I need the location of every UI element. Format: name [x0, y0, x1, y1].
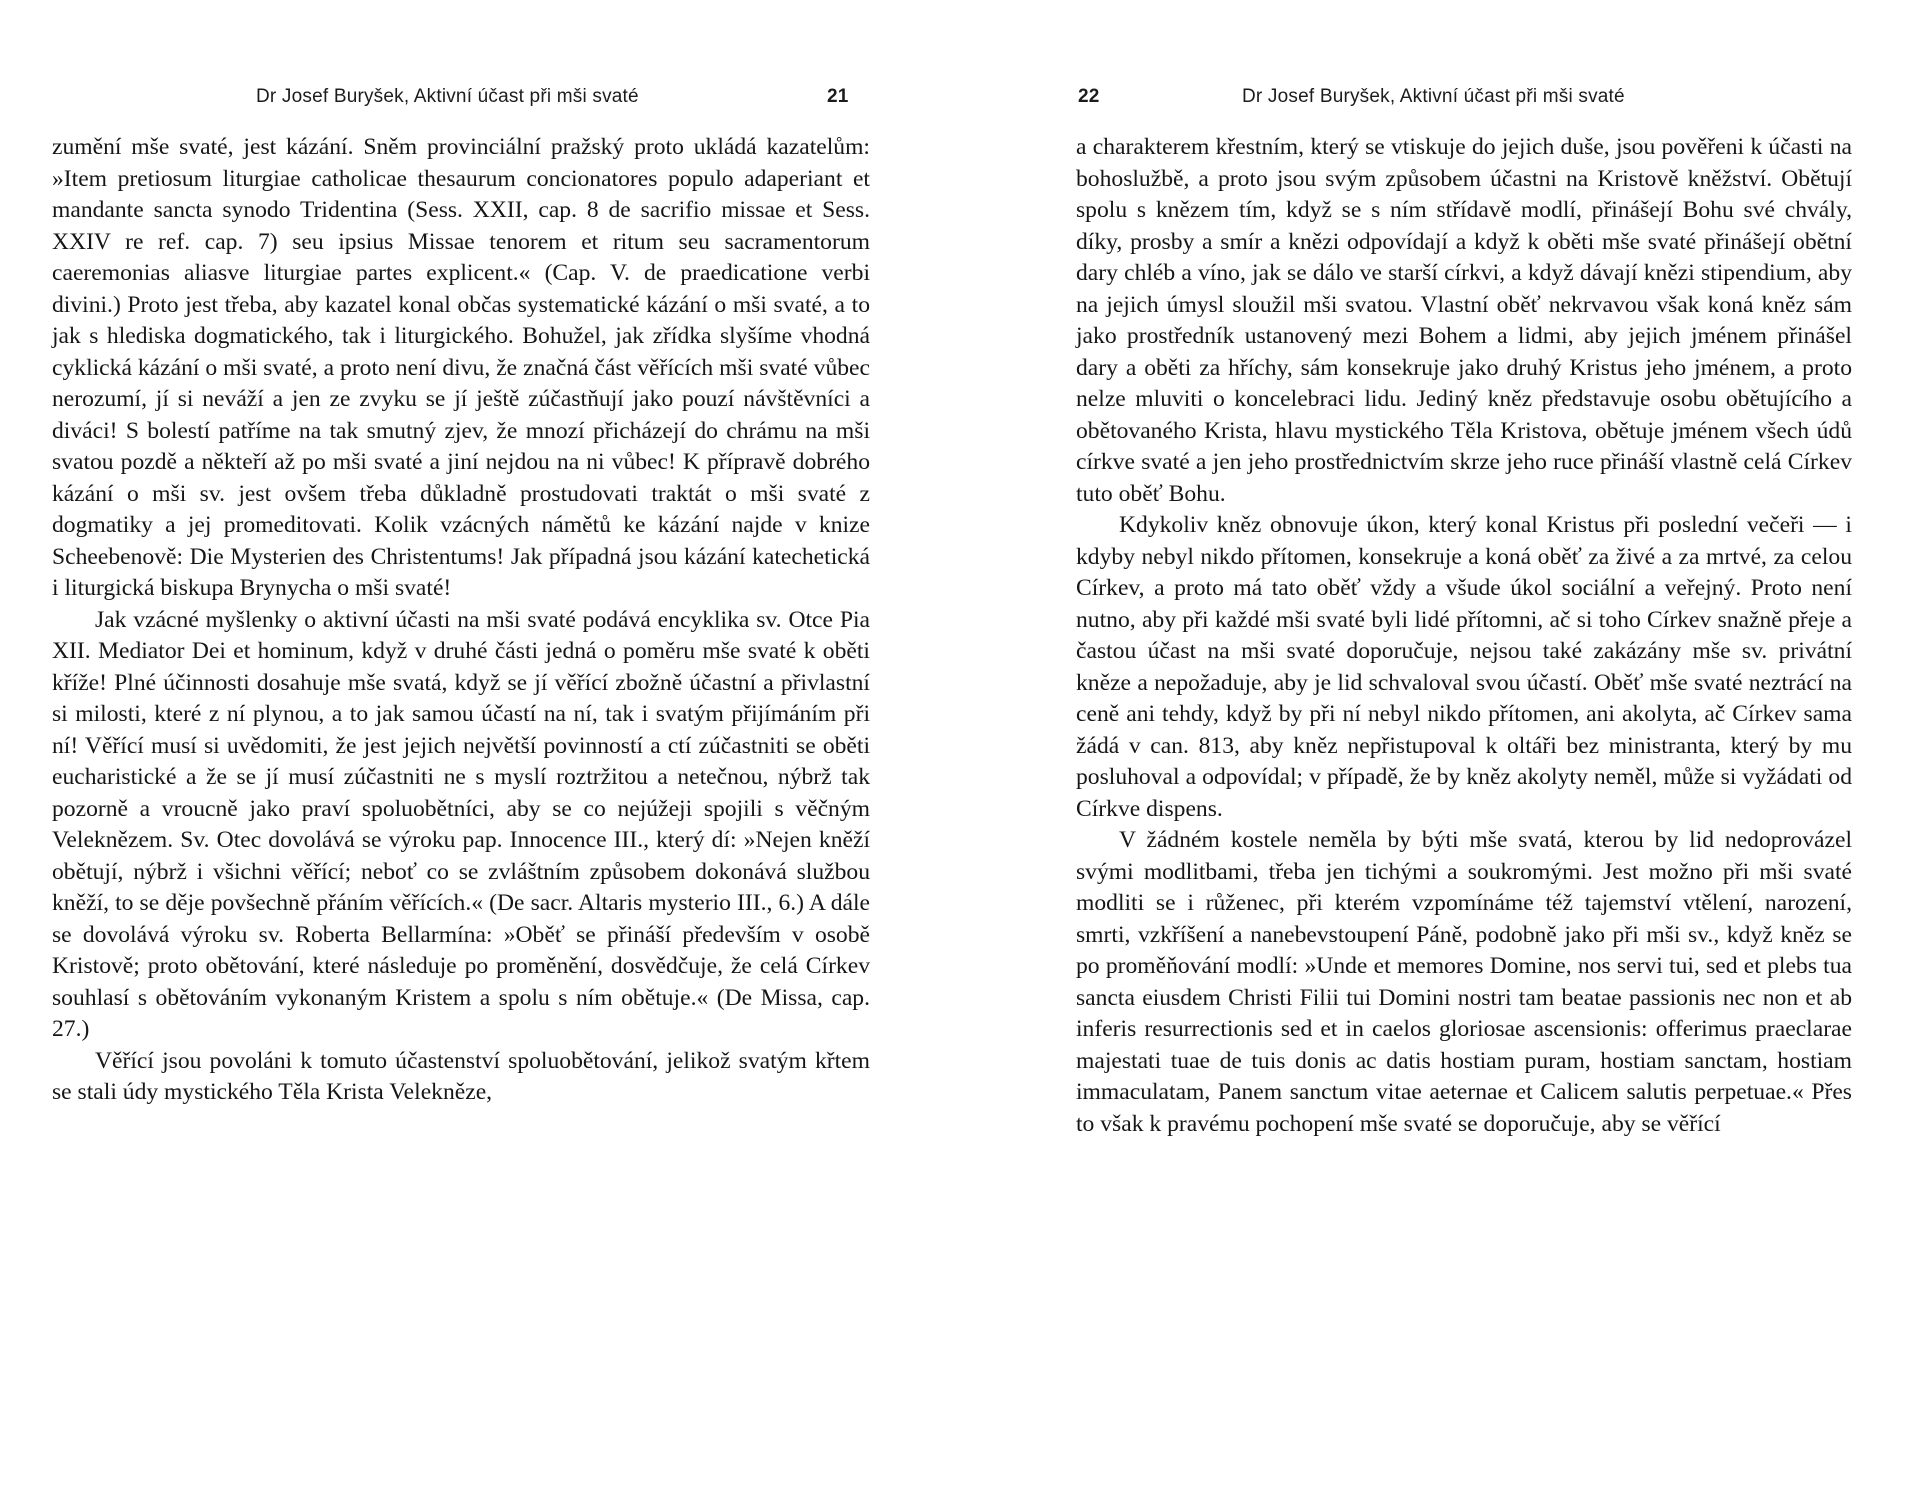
- left-paragraph: Jak vzácné myšlenky o aktivní účasti na mši svaté podává encyklika sv. Otce Pia XII. Mediator Dei et hominum, když v druhé části jedná o poměru mše svaté k oběti kříže! Plné účinnosti dosahuje mše svatá, když se jí věřící zbožně účastní a přivlastní si milosti, které z ní plynou, a to jak samou účastí na ní, tak i svatým přijímáním při ní! Věřící musí si uvědomiti, že jest jejich největší povinností a ctí zúčastniti se oběti eucharistické a že se jí musí zúčastniti ne s myslí roztržitou a netečnou, nýbrž tak pozorně a vroucně jako praví spoluobětníci, aby se co nejúžeji spojili s věčným Veleknězem. Sv. Otec dovolává se výroku pap. Innocence III., který dí: »Nejen kněží obětují, nýbrž i všichni věřící; neboť co se zvláštním způsobem dokonává službou kněží, to se děje povšechně přáním věřících.« (De sacr. Altaris mysterio III., 6.) A dále se dovolává výroku sv. Roberta Bellarmína: »Oběť se přináší především v osobě Kristově; proto obětování, které následuje po proměnění, dosvědčuje, že celá Církev souhlasí s obětováním vykonaným Kristem a spolu s ním obětuje.« (De Missa, cap. 27.): [52, 606, 870, 1042]
- left-page: [52, 78, 870, 1109]
- left-paragraph: Věřící jsou povoláni k tomuto účastenství spoluobětování, jelikož svatým křtem se stali údy mystického Těla Krista Velekněze,: [52, 1047, 870, 1105]
- right-body-text: [1040, 132, 1852, 1140]
- left-running-head: [52, 78, 870, 112]
- right-paragraph: a charakterem křestním, který se vtiskuje do jejich duše, jsou pověřeni k účasti na bohoslužbě, a proto jsou svým způsobem účastni na Kristově kněžství. Obětují spolu s knězem tím, když se s ním střídavě modlí, přinášejí Bohu své chvály, díky, prosby a smír a knězi odpovídají a když k oběti mše svaté přinášejí obětní dary chléb a víno, jak se dálo ve starší církvi, a když dávají knězi stipendium, aby na jejich úmysl sloužil mši svatou. Vlastní oběť nekrvavou však koná kněz sám jako prostředník ustanovený mezi Bohem a lidmi, aby jejich jménem přinášel dary a oběti za hříchy, sám konsekruje jako druhý Kristus jeho jménem, a proto nelze mluviti o koncelebraci lidu. Jediný kněz představuje osobu obětujícího a obětovaného Krista, hlavu mystického Těla Kristova, obětuje jménem všech údů církve svaté a jen jeho prostřednictvím skrze jeho ruce přináší vlastně celá Církev tuto oběť Bohu.: [1076, 134, 1852, 507]
- left-paragraph: zumění mše svaté, jest kázání. Sněm provinciální pražský proto ukládá kazatelům: »Item pretiosum liturgiae catholicae thesaurum concionatores populo adaperiant et mandante sancta synodo Tridentina (Sess. XXII, cap. 8 de sacrifio missae et Sess. XXIV re ref. cap. 7) seu ipsius Missae tenorem et ritum seu sacramentorum caeremonias aliasve liturgiae partes explicent.« (Cap. V. de praedicatione verbi divini.) Proto jest třeba, aby kazatel konal občas systematické kázání o mši svaté, a to jak s hlediska dogmatického, tak i liturgického. Bohužel, jak zřídka slyšíme vhodná cyklická kázání o mši svaté, a proto není divu, že značná část věřících mši svaté vůbec nerozumí, jí si neváží a jen ze zvyku se jí ještě zúčastňují jako pouzí návštěvníci a diváci! S bolestí patříme na tak smutný zjev, že mnozí přicházejí do chrámu na mši svatou pozdě a někteří až po mši svaté a jiní nejdou na ni vůbec! K přípravě dobrého kázání o mši sv. jest ovšem třeba důkladně prostudovati traktát o mši svaté z dogmatiky a jej promeditovati. Kolik vzácných námětů ke kázání najde v knize Scheebenově: Die Mysterien des Christentums! Jak případná jsou kázání katechetická i liturgická biskupa Brynycha o mši svaté!: [52, 134, 870, 601]
- left-running-title: Dr Josef Buryšek, Aktivní účast při mši svaté: [256, 86, 639, 107]
- right-running-head: [1040, 78, 1858, 112]
- right-paragraph: V žádném kostele neměla by býti mše svatá, kterou by lid nedoprovázel svými modlitbami, třeba jen tichými a soukromými. Jest možno při mši svaté modliti se i růženec, při kterém vzpomínáme též tajemství vtělení, narození, smrti, vzkříšení a nanebevstoupení Páně, podobně jako při mši sv., když kněz se po proměňování modlí: »Unde et memores Domine, nos servi tui, sed et plebs tua sancta eiusdem Christi Filii tui Domini nostri tam beatae passionis nec non et ab inferis resurrectionis sed et in caelos gloriosae ascensionis: offerimus praeclarae majestati tuae de tuis donis ac datis hostiam puram, hostiam sanctam, hostiam immaculatam, Panem sanctum vitae aeternae et Calicem salutis perpetuae.« Přes to však k pravému pochopení mše svaté se doporučuje, aby se věřící: [1076, 827, 1852, 1137]
- left-body-text: [52, 132, 870, 1109]
- right-page: [1040, 78, 1858, 1140]
- right-page-number: 22: [1078, 86, 1100, 107]
- right-running-title: Dr Josef Buryšek, Aktivní účast při mši svaté: [1242, 86, 1625, 107]
- right-paragraph: Kdykoliv kněz obnovuje úkon, který konal Kristus při poslední večeři — i kdyby nebyl nikdo přítomen, konsekruje a koná oběť za živé a za mrtvé, za celou Církev, a proto má tato oběť vždy a všude úkol sociální a veřejný. Proto není nutno, aby při každé mši svaté byli lidé přítomni, ač si toho Církev snažně přeje a častou účast na mši svaté doporučuje, nejsou také zakázány mše sv. privátní kněze a nepožaduje, aby je lid schvaloval svou účastí. Oběť mše svaté neztrácí na ceně ani tehdy, když by při ní nebyl nikdo přítomen, ani akolyta, ač Církev sama žádá v can. 813, aby kněz nepřistupoval k oltáři bez ministranta, který by mu posluhoval a odpovídal; v případě, že by kněz akolyty neměl, může si vyžádati od Církve dispens.: [1076, 512, 1852, 822]
- left-page-number: 21: [827, 86, 849, 107]
